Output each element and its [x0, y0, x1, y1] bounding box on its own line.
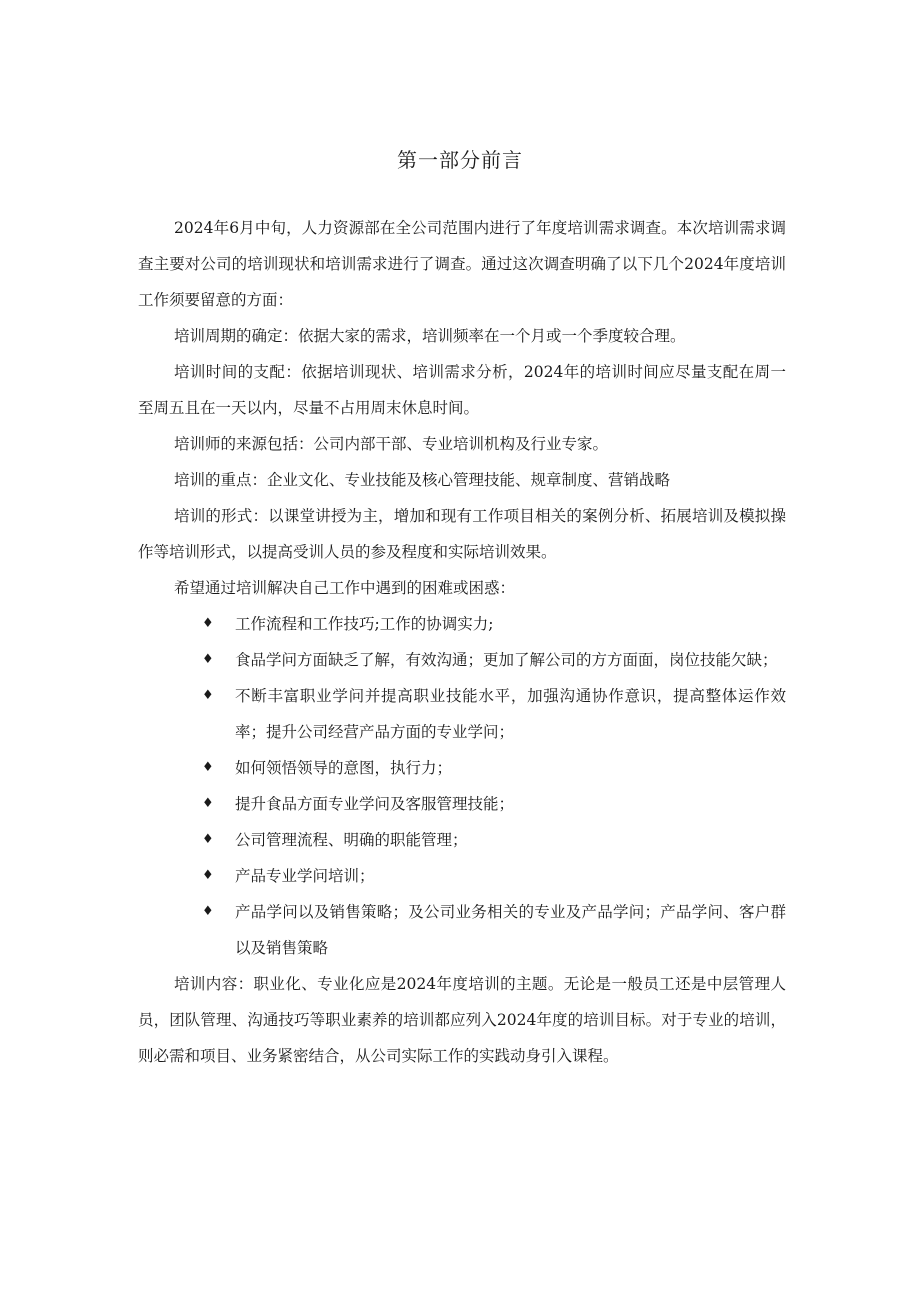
item-training-cycle: 培训周期的确定：依据大家的需求，培训频率在一个月或一个季度较合理。 [174, 327, 686, 345]
list-item-text: 工作流程和工作技巧;工作的协调实力; [235, 615, 494, 633]
list-item-text: 公司管理流程、明确的职能管理； [235, 831, 468, 849]
list-item [138, 786, 786, 822]
list-item [138, 750, 786, 786]
item-training-expectation: 希望通过培训解决自己工作中遇到的困难或困惑： [174, 579, 516, 597]
list-item [138, 822, 786, 858]
diamond-bullet-icon: ♦ [202, 688, 214, 703]
diamond-bullet-icon: ♦ [202, 904, 214, 919]
list-item-text: 不断丰富职业学问并提高职业技能水平，加强沟通协作意识，提高整体运作效率；提升公司经营产品方面的专业学问； [235, 687, 786, 741]
intro-paragraph: 2024年6月中旬，人力资源部在全公司范围内进行了年度培训需求调查。本次培训需求调查主要对公司的培训现状和培训需求进行了调查。通过这次调查明确了以下几个2024年度培训工作须要留意的方面： [138, 219, 786, 309]
list-item [138, 606, 786, 642]
list-item-text: 提升食品方面专业学问及客服管理技能； [235, 795, 515, 813]
diamond-bullet-icon: ♦ [202, 652, 214, 667]
list-item [138, 678, 786, 750]
expectation-list [138, 606, 786, 966]
list-item-text: 如何领悟领导的意图，执行力； [235, 759, 453, 777]
item-training-format: 培训的形式：以课堂讲授为主，增加和现有工作项目相关的案例分析、拓展培训及模拟操作等培训形式，以提高受训人员的参及程度和实际培训效果。 [138, 507, 786, 561]
item-training-focus: 培训的重点：企业文化、专业技能及核心管理技能、规章制度、营销战略 [174, 471, 671, 489]
list-item [138, 894, 786, 966]
diamond-bullet-icon: ♦ [202, 616, 214, 631]
list-item-text: 产品专业学问培训； [235, 867, 375, 885]
list-item-text: 产品学问以及销售策略；及公司业务相关的专业及产品学问；产品学问、客户群以及销售策略 [235, 903, 786, 957]
list-item [138, 642, 786, 678]
diamond-bullet-icon: ♦ [202, 760, 214, 775]
diamond-bullet-icon: ♦ [202, 796, 214, 811]
diamond-bullet-icon: ♦ [202, 832, 214, 847]
item-trainer-source: 培训师的来源包括：公司内部干部、专业培训机构及行业专家。 [174, 435, 609, 453]
list-item-text: 食品学问方面缺乏了解，有效沟通；更加了解公司的方方面面，岗位技能欠缺； [235, 651, 778, 669]
item-training-schedule: 培训时间的支配：依据培训现状、培训需求分析，2024年的培训时间应尽量支配在周一至周五且在一天以内，尽量不占用周末休息时间。 [138, 363, 786, 417]
document-body [138, 210, 786, 1074]
page-title: 第一部分前言 [397, 148, 523, 172]
closing-paragraph: 培训内容：职业化、专业化应是2024年度培训的主题。无论是一般员工还是中层管理人员，团队管理、沟通技巧等职业素养的培训都应列入2024年度的培训目标。对于专业的培训，则必需和项目、业务紧密结合，从公司实际工作的实践动身引入课程。 [138, 975, 786, 1065]
diamond-bullet-icon: ♦ [202, 868, 214, 883]
list-item [138, 858, 786, 894]
